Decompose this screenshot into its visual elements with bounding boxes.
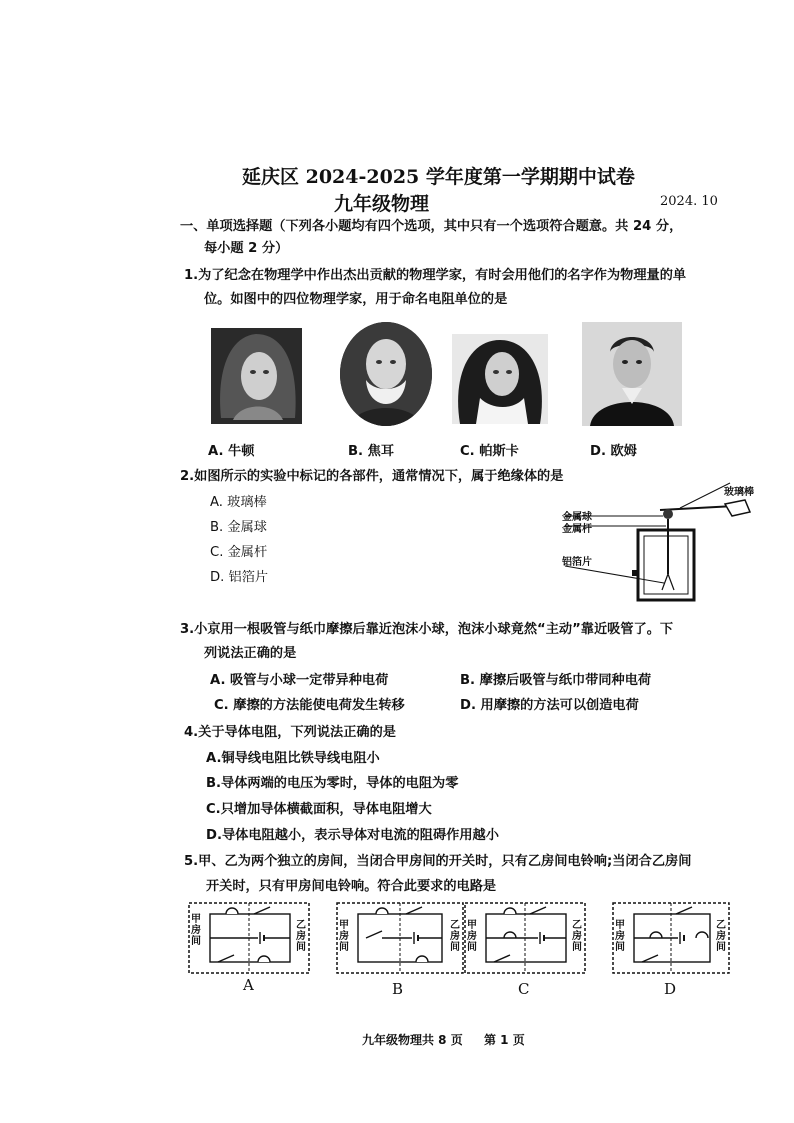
circuit-c-room-left: 甲房间 <box>467 920 477 953</box>
circuit-c[interactable] <box>464 902 586 974</box>
q2-option-b[interactable]: B. 金属球 <box>210 520 267 535</box>
caption-c[interactable]: C <box>518 980 530 998</box>
caption-a[interactable]: A <box>243 976 254 994</box>
q4-stem: 4.关于导体电阻，下列说法正确的是 <box>184 725 396 740</box>
label-foil: 铝箔片 <box>562 557 592 568</box>
bell-icon <box>696 932 708 938</box>
q1-stem-line2: 位。如图中的四位物理学家，用于命名电阻单位的是 <box>204 292 508 307</box>
section-heading-line1: 一、单项选择题（下列各小题均有四个选项，其中只有一个选项符合题意。共 24 分， <box>180 219 683 234</box>
circuit-b-room-right: 乙房间 <box>450 920 460 953</box>
circuit-a[interactable] <box>188 902 310 974</box>
circuit-d-room-left: 甲房间 <box>615 920 625 953</box>
portrait-joule <box>340 322 432 426</box>
q2-option-a[interactable]: A. 玻璃棒 <box>210 495 267 510</box>
q2-stem: 2.如图所示的实验中标记的各部件，通常情况下，属于绝缘体的是 <box>180 469 564 484</box>
portrait-ohm <box>582 322 682 426</box>
circuit-b-room-left: 甲房间 <box>339 920 349 953</box>
q4-option-c[interactable]: C.只增加导体横截面积，导体电阻增大 <box>206 802 432 817</box>
jar-inner <box>644 536 688 594</box>
q5-stem-line1: 5.甲、乙为两个独立的房间，当闭合甲房间的开关时，只有乙房间电铃响;当闭合乙房间 <box>184 854 692 869</box>
exam-title: 延庆区 2024-2025 学年度第一学期期中试卷 <box>242 166 635 188</box>
metal-ball-shape <box>663 509 673 519</box>
q1-option-d[interactable]: D. 欧姆 <box>590 444 637 459</box>
q3-stem-line1: 3.小京用一根吸管与纸巾摩擦后靠近泡沫小球，泡沫小球竟然“主动”靠近吸管了。下 <box>180 622 674 637</box>
caption-b[interactable]: B <box>392 980 404 998</box>
footer-total-pages: 九年级物理共 8 页 <box>362 1033 463 1047</box>
switch-icon <box>530 907 546 914</box>
bell-icon <box>258 956 270 962</box>
circuit-b[interactable] <box>336 902 464 974</box>
bell-icon <box>504 908 516 914</box>
q2-option-d[interactable]: D. 铝箔片 <box>210 570 269 585</box>
switch-icon <box>406 907 422 914</box>
portrait-pascal <box>452 334 548 424</box>
circuit-a-room-right: 乙房间 <box>296 920 306 953</box>
switch-icon <box>218 955 234 962</box>
exam-date: 2024. 10 <box>660 194 718 209</box>
q3-option-c[interactable]: C. 摩擦的方法能使电荷发生转移 <box>214 698 405 713</box>
label-metal-rod: 金属杆 <box>562 524 592 535</box>
caption-d[interactable]: D <box>664 980 677 998</box>
foil-pointer <box>565 566 664 583</box>
glass-rod-pointer <box>680 483 730 508</box>
foil-right <box>668 574 674 590</box>
q4-option-d[interactable]: D.导体电阻越小，表示导体对电流的阻碍作用越小 <box>206 828 499 843</box>
switch-icon <box>366 931 382 938</box>
switch-icon <box>676 907 692 914</box>
bell-icon <box>504 932 516 938</box>
bell-icon <box>376 908 388 914</box>
q3-option-b[interactable]: B. 摩擦后吸管与纸巾带同种电荷 <box>460 673 652 688</box>
exam-subtitle: 九年级物理 <box>334 193 430 215</box>
bell-icon <box>226 908 238 914</box>
q1-option-c[interactable]: C. 帕斯卡 <box>460 444 519 459</box>
q3-option-a[interactable]: A. 吸管与小球一定带异种电荷 <box>210 673 389 688</box>
section-heading-line2: 每小题 2 分） <box>204 241 289 256</box>
bell-icon <box>650 932 662 938</box>
footer-page-number: 第 1 页 <box>484 1033 525 1047</box>
circuit-c-room-right: 乙房间 <box>572 920 582 953</box>
glass-rod-shape <box>660 506 735 510</box>
q2-option-c[interactable]: C. 金属杆 <box>210 545 268 560</box>
hand-shape <box>725 500 750 516</box>
circuit-d[interactable] <box>612 902 730 974</box>
switch-icon <box>642 955 658 962</box>
jar-knob <box>632 570 638 576</box>
portrait-newton <box>211 328 302 424</box>
q4-option-a[interactable]: A.铜导线电阻比铁导线电阻小 <box>206 751 380 766</box>
bell-icon <box>416 956 428 962</box>
q1-stem-line1: 1.为了纪念在物理学中作出杰出贡献的物理学家，有时会用他们的名字作为物理量的单 <box>184 268 687 283</box>
foil-left <box>662 574 668 590</box>
switch-icon <box>254 907 270 914</box>
q4-option-b[interactable]: B.导体两端的电压为零时，导体的电阻为零 <box>206 776 459 791</box>
q3-option-d[interactable]: D. 用摩擦的方法可以创造电荷 <box>460 698 639 713</box>
q1-option-b[interactable]: B. 焦耳 <box>348 444 395 459</box>
circuit-d-room-right: 乙房间 <box>716 920 726 953</box>
q3-stem-line2: 列说法正确的是 <box>204 646 297 661</box>
q5-stem-line2: 开关时，只有甲房间电铃响。符合此要求的电路是 <box>206 879 497 894</box>
jar-box <box>638 530 694 600</box>
q1-option-a[interactable]: A. 牛顿 <box>208 444 255 459</box>
label-metal-ball: 金属球 <box>562 512 592 523</box>
switch-icon <box>494 955 510 962</box>
label-glass-rod: 玻璃棒 <box>724 487 754 498</box>
circuit-a-room-left: 甲房间 <box>191 914 201 947</box>
